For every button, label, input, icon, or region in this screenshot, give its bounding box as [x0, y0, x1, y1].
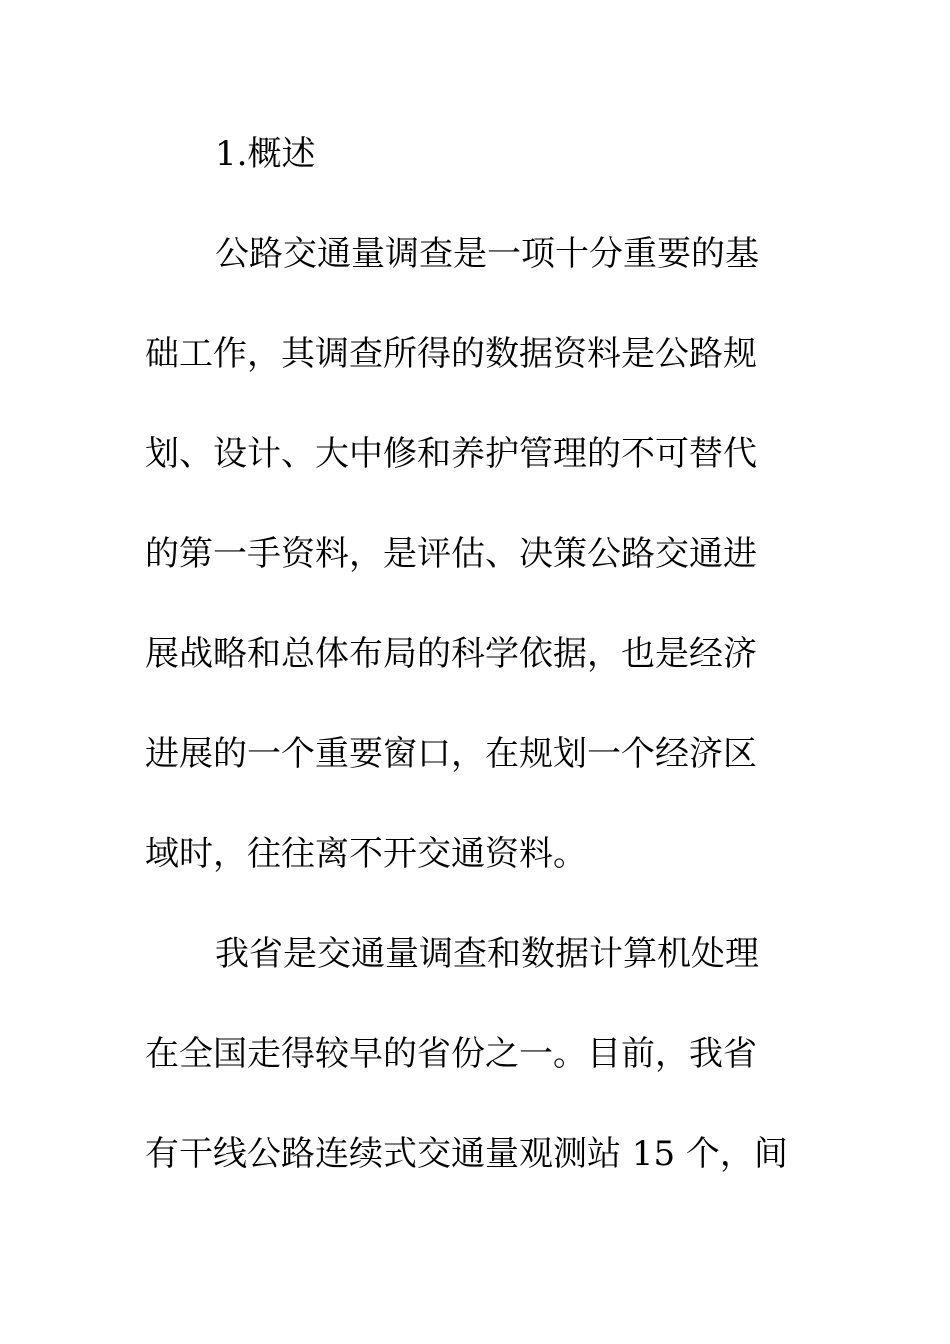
paragraph-line: 域时，往往离不开交通资料。 — [145, 834, 587, 874]
paragraph-line: 展战略和总体布局的科学依据，也是经济 — [145, 634, 757, 674]
paragraph-line: 进展的一个重要窗口，在规划一个经济区 — [145, 734, 757, 774]
paragraph-line: 公路交通量调查是一项十分重要的基 — [215, 234, 759, 274]
paragraph-line: 我省是交通量调查和数据计算机处理 — [215, 934, 759, 974]
paragraph-line: 在全国走得较早的省份之一。目前，我省 — [145, 1034, 757, 1074]
paragraph-line: 的第一手资料，是评估、决策公路交通进 — [145, 534, 757, 574]
paragraph-line: 划、设计、大中修和养护管理的不可替代 — [145, 434, 757, 474]
paragraph-line: 础工作，其调查所得的数据资料是公路规 — [145, 334, 757, 374]
section-heading: 1.概述 — [215, 134, 316, 174]
paragraph-line: 有干线公路连续式交通量观测站 15 个，间 — [145, 1134, 788, 1174]
